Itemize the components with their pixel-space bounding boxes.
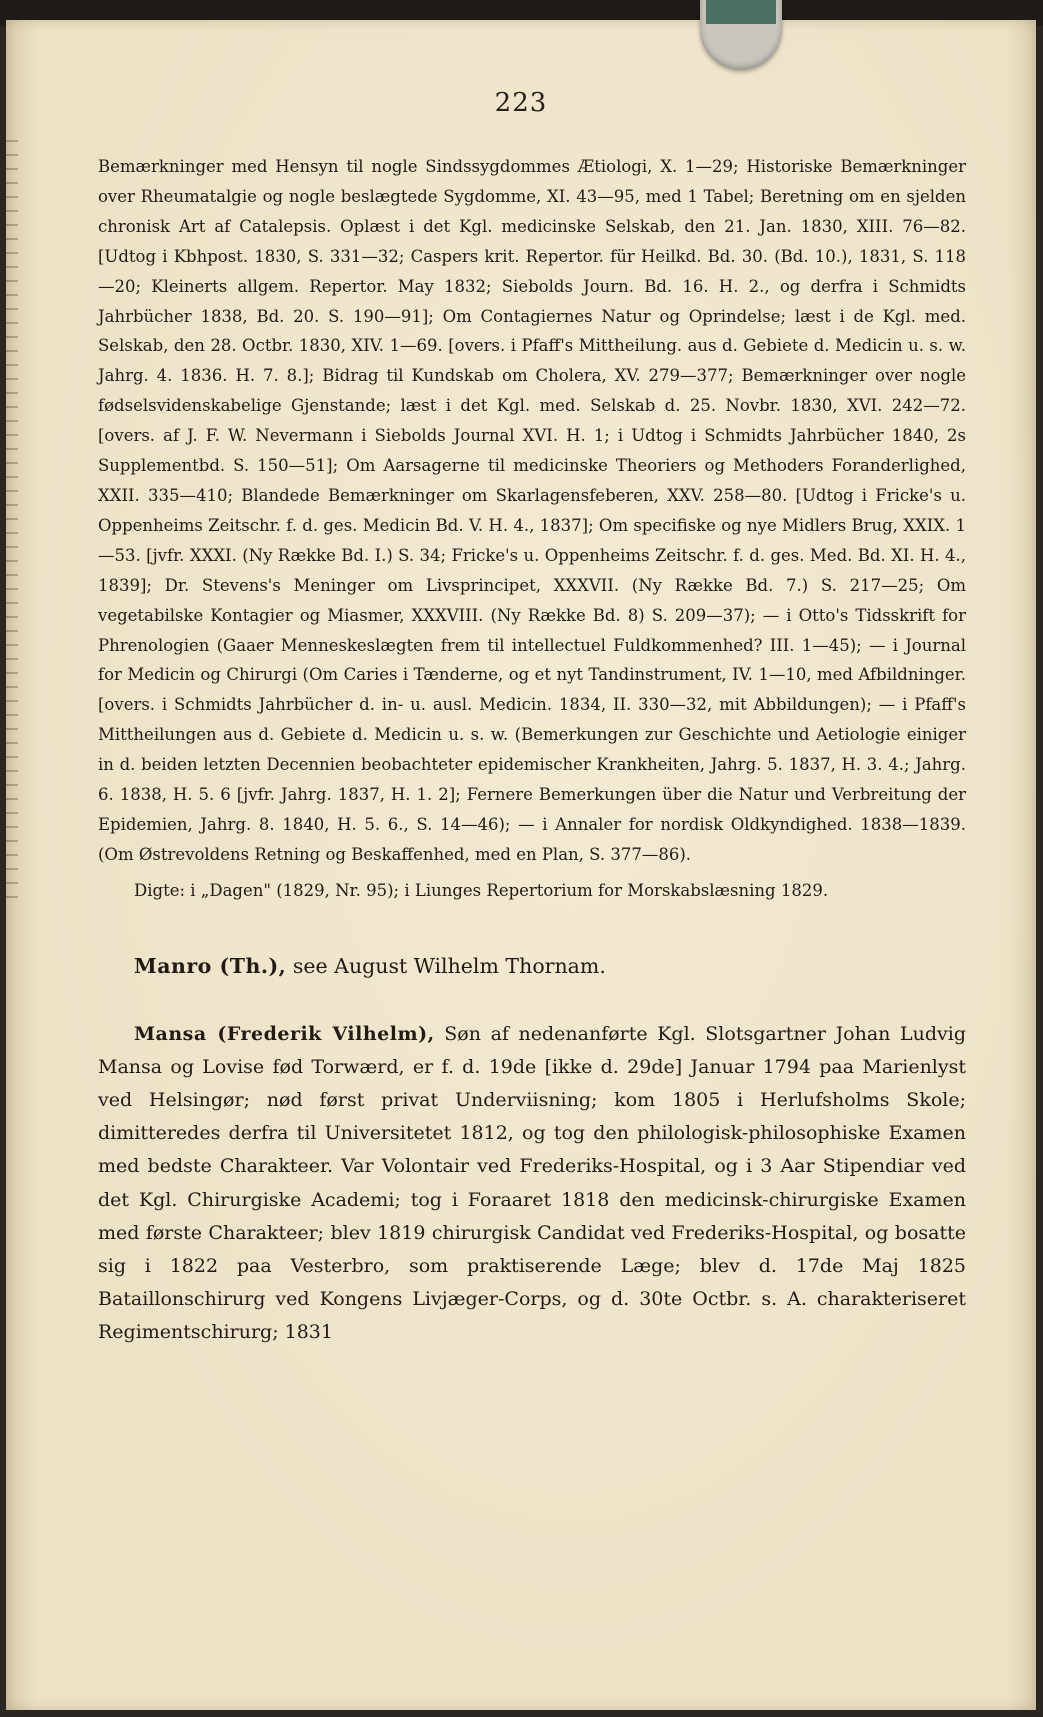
clip-strip: [706, 0, 776, 24]
entry-manro-text: see August Wilhelm Thornam.: [292, 953, 606, 978]
bibliography-paragraph: Bemærkninger med Hensyn til nogle Sindssygdommes Ætiologi, X. 1—29; Historiske Bemærkninger over Rheumatalgie og nogle beslægtede Sygdomme, XI. 43—95, med 1 Tabel; Beretning om en sjelden chronisk Art af Catalepsis. Oplæst i det Kgl. medicinske Selskab, den 21. Jan. 1830, XIII. 76—82. [Udtog i Kbhpost. 1830, S. 331—32; Caspers krit. Repertor. für Heilkd. Bd. 30. (Bd. 10.), 1831, S. 118—20; Kleinerts allgem. Repertor. May 1832; Siebolds Journ. Bd. 16. H. 2., og derfra i Schmidts Jahrbücher 1838, Bd. 20. S. 190—91]; Om Contagiernes Natur og Oprindelse; læst i de Kgl. med. Selskab, den 28. Octbr. 1830, XIV. 1—69. [overs. i Pfaff's Mittheilung. aus d. Gebiete d. Medicin u. s. w. Jahrg. 4. 1836. H. 7. 8.]; Bidrag til Kundskab om Cholera, XV. 279—377; Bemærkninger over nogle fødselsvidenskabelige Gjenstande; læst i det Kgl. med. Selskab d. 25. Novbr. 1830, XVI. 242—72. [overs. af J. F. W. Nevermann i Siebolds Journal XVI. H. 1; i Udtog i Schmidts Jahrbücher 1840, 2s Supplementbd. S. 150—51]; Om Aarsagerne til medicinske Theoriers og Methoders Foranderlighed, XXII. 335—410; Blandede Bemærkninger om Skarlagensfeberen, XXV. 258—80. [Udtog i Fricke's u. Oppenheims Zeitschr. f. d. ges. Medicin Bd. V. H. 4., 1837]; Om specifiske og nye Midlers Brug, XXIX. 1—53. [jvfr. XXXI. (Ny Række Bd. I.) S. 34; Fricke's u. Oppenheims Zeitschr. f. d. ges. Med. Bd. XI. H. 4., 1839]; Dr. Stevens's Meninger om Livsprincipet, XXXVII. (Ny Række Bd. 7.) S. 217—25; Om vegetabilske Kontagier og Miasmer, XXXVIII. (Ny Række Bd. 8) S. 209—37); — i Otto's Tidsskrift for Phrenologien (Gaaer Menneskeslægten frem til intellectuel Fuldkommenhed? III. 1—45); — i Journal for Medicin og Chirurgi (Om Caries i Tænderne, og et nyt Tandinstrument, IV. 1—10, med Afbildninger. [overs. i Schmidts Jahrbücher d. in- u. ausl. Medicin. 1834, II. 330—32, mit Abbildungen); — i Pfaff's Mittheilungen aus d. Gebiete d. Medicin u. s. w. (Bemerkungen zur Geschichte und Aetiologie einiger in d. beiden letzten Decennien beobachteter epidemischer Krankheiten, Jahrg. 5. 1837, H. 3. 4.; Jahrg. 6. 1838, H. 5. 6 [jvfr. Jahrg. 1837, H. 1. 2]; Fernere Bemerkungen über die Natur und Verbreitung der Epidemien, Jahrg. 8. 1840, H. 5. 6., S. 14—46); — i Annaler for nordisk Oldkyndighed. 1838—1839. (Om Østrevoldens Retning og Beskaffenhed, med en Plan, S. 377—86).: [98, 157, 966, 864]
page-text: [98, 152, 966, 1350]
entry-manro-name: Manro (Th.),: [134, 953, 287, 978]
poems-paragraph: Digte: i „Dagen" (1829, Nr. 95); i Liunges Repertorium for Morskabslæsning 1829.: [134, 880, 829, 900]
page-number: 223: [494, 88, 548, 118]
binding-gutter: [6, 140, 18, 900]
entry-mansa-text: Søn af nedenanførte Kgl. Slotsgartner Johan Ludvig Mansa og Lovise fød Torwærd, er f. d. 19de [ikke d. 29de] Januar 1794 paa Marienlyst ved Helsingør; nød først privat Underviisning; kom 1805 i Herlufsholms Skole; dimitteredes derfra til Universitetet 1812, og tog den philologisk-philosophiske Examen med bedste Charakteer. Var Volontair ved Frederiks-Hospital, og i 3 Aar Stipendiar ved det Kgl. Chirurgiske Academi; tog i Foraaret 1818 den medicinsk-chirurgiske Examen med første Charakteer; blev 1819 chirurgisk Candidat ved Frederiks-Hospital, og bosatte sig i 1822 paa Vesterbro, som praktiserende Læge; blev d. 17de Maj 1825 Bataillonschirurg ved Kongens Livjæger-Corps, og d. 30te Octbr. s. A. charakteriseret Regimentschirurg; 1831: [98, 1022, 967, 1344]
entry-manro: [98, 950, 966, 982]
book-page: [6, 20, 1036, 1710]
entry-mansa: [98, 1018, 966, 1350]
entry-mansa-name: Mansa (Frederik Vilhelm),: [134, 1022, 435, 1045]
